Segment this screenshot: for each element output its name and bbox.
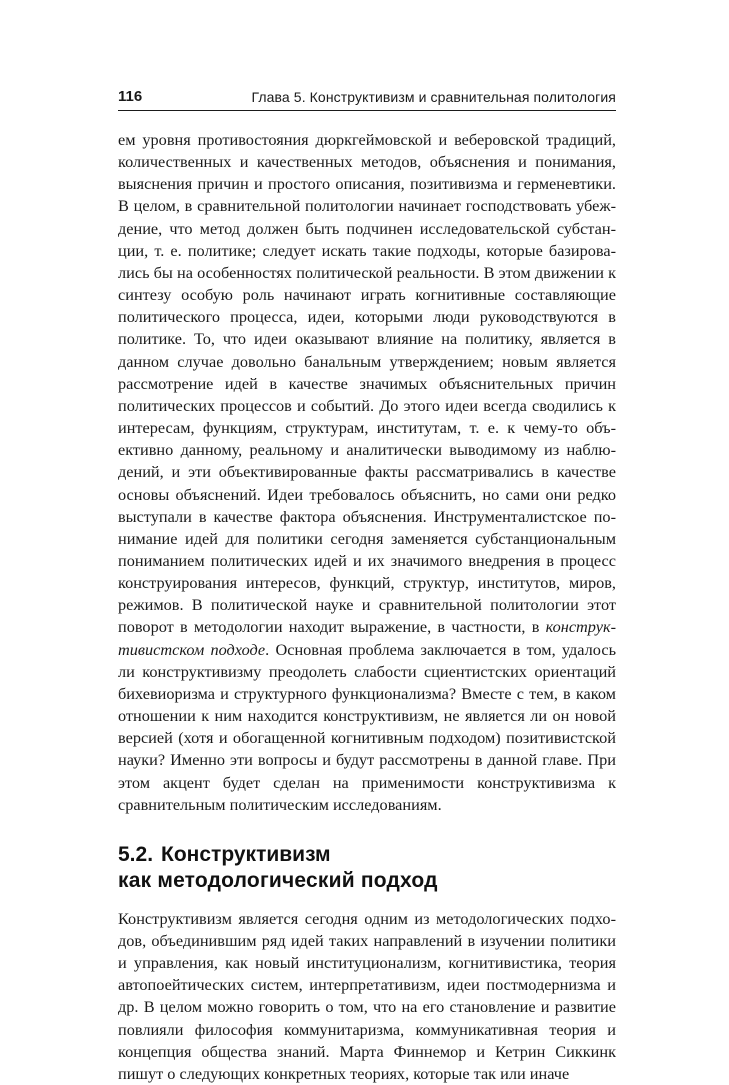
body-paragraph-1	[118, 129, 616, 816]
section-title-line-2: как методологический подход	[118, 868, 438, 892]
page-number: 116	[118, 88, 143, 105]
paragraph-1-text-after: . Основная проблема заключается в том, удалось ли конструктивизму преодолеть слабости сциентистских ориентаций бихевиоризма и структурного функционализма? Вместе с тем, в каком отношении к ним находится конструктивизм, не является ли он новой версией (хотя и обогащенной когнитивным подходом) позитивистской науки? Именно эти вопросы и будут рассмотрены в данной главе. При этом акцент будет сделан на применимости конструктивизма к сравнительным политическим исследованиям.	[118, 639, 616, 814]
page-content	[118, 129, 616, 1085]
book-page	[118, 88, 616, 1085]
running-header	[118, 88, 616, 111]
body-paragraph-2: Конструктивизм является сегодня одним из методологических подходов, объединившим ряд идей таких направлений в изучении политики и управления, как новый институционализм, когнитивистика, теория автопоейтических систем, интерпретативизм, идеи постмодернизма и др. В целом можно говорить о том, что на его становление и развитие повлияли философия коммунитаризма, коммуникативная теория и концепция общества знаний. Марта Финнемор и Кетрин Сиккинк пишут о следующих конкретных теориях, которые так или иначе	[118, 908, 616, 1083]
paragraph-1-text-before: ем уровня противостояния дюркгеймовской и веберовской традиций, количественных и качественных методов, объяснения и понимания, выяснения причин и простого описания, позитивизма и герменевтики. В целом, в сравнительной политологии начинает господствовать убеждение, что метод должен быть подчинен исследовательской субстанции, т. е. политике; следует искать такие подходы, которые базировались бы на особенностях политической реальности. В этом движении к синтезу особую роль начинают играть когнитивные составляющие политического процесса, идеи, которыми люди руководствуются в политике. То, что идеи оказывают влияние на политику, является в данном случае довольно банальным утверждением; новым является рассмотрение идей в качестве значимых объяснительных причин политических процессов и событий. До этого идеи всегда сводились к интересам, функциям, структурам, институтам, т. е. к чему-то объективно данному, реальному и аналитически выводимому из наблюдений, и эти объективированные факты рассматривались в качестве основы объяснений. Идеи требовалось объяснить, но сами они редко выступали в качестве фактора объяснения. Инструменталистское понимание идей для политики сегодня заменяется субстанциональным пониманием политических идей и их значимого внедрения в процесс конструирования интересов, функций, структур, институтов, миров, режимов. В политической науке и сравнительной политологии этот поворот в методологии находит выражение, в частности, в	[118, 130, 616, 637]
section-number: 5.2.	[118, 842, 154, 866]
section-title-line-1: Конструктивизм	[161, 842, 331, 866]
emphasized-term: конструктивистском подходе	[118, 617, 616, 659]
chapter-title: Глава 5. Конструктивизм и сравнительная политология	[251, 89, 616, 105]
section-heading	[118, 842, 616, 894]
